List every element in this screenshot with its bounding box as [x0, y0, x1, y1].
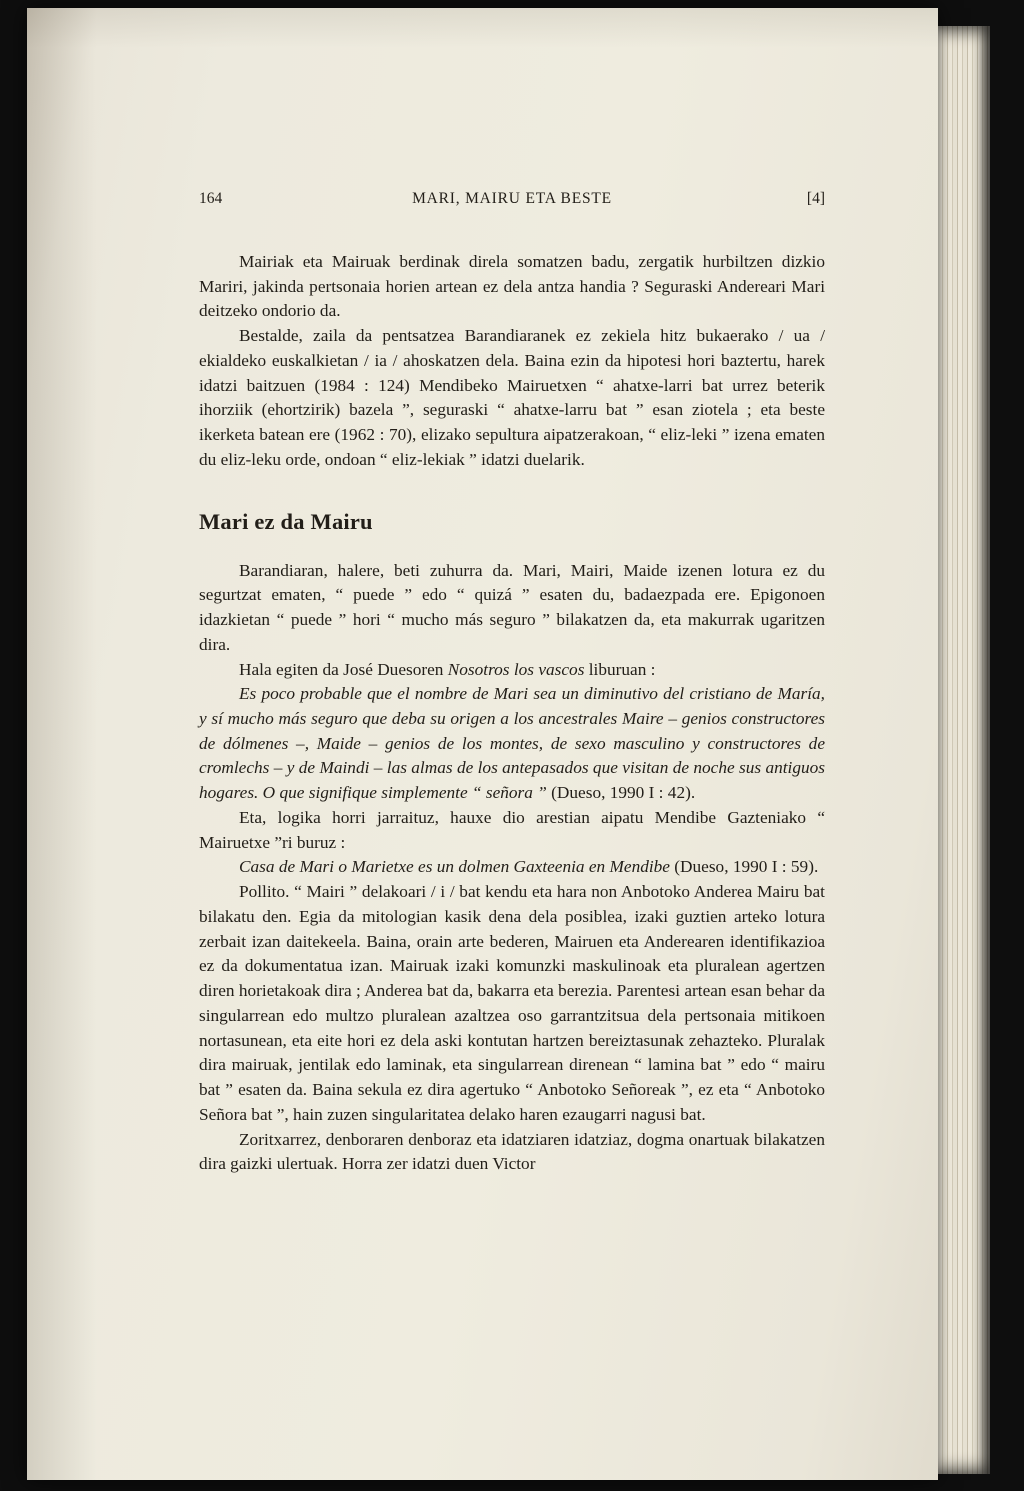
page-header: [199, 190, 825, 208]
paragraph-text: Eta, logika horri jarraituz, hauxe dio arestian aipatu Mendibe Gazteniako “ Mairuetxe ”ri buruz :: [199, 807, 825, 852]
paragraph-text: Zoritxarrez, denboraren denboraz eta idatziaren idatziaz, dogma onartuak bilakatzen dira gaizki ulertuak. Horra zer idatzi duen Victor: [199, 1129, 825, 1174]
paragraph: [199, 559, 825, 658]
page-edge-stack: [938, 26, 990, 1474]
section-heading: Mari ez da Mairu: [199, 508, 373, 534]
quotation-text: Es poco probable que el nombre de Mari sea un diminutivo del cristiano de María, y sí mucho más seguro que deba su origen a los ancestrales Maire – genios constructores de dólmenes –, Maide – genios de los montes, de sexo masculino y constructores de cromlechs – y de Maindi – las almas de los antepasados que visitan de noche sus antiguos hogares. O que signifique simplemente “ señora ”: [199, 684, 825, 803]
reference-mark: [4]: [806, 190, 825, 207]
text-block: [199, 190, 825, 1177]
book-page: [27, 8, 938, 1480]
citation-text: (Dueso, 1990 I : 59).: [674, 857, 819, 877]
book-title-text: Nosotros los vascos: [447, 659, 585, 679]
page-number: 164: [199, 190, 223, 207]
paragraph-text: Mairiak eta Mairuak berdinak direla somatzen badu, zergatik hurbiltzen dizkio Mariri, jakinda pertsonaia horien artean ez dela antza handia ? Seguraski Andereari Mari deitzeko ondorio da.: [199, 252, 825, 321]
paragraph-text: Barandiaran, halere, beti zuhurra da. Mari, Mairi, Maide izenen lotura ez du segurtzat ematen, “ puede ” edo “ quizá ” esaten du, badaezpada ere. Epigonoen idazkietan “ puede ” hori “ mucho más seguro ” bilakatzen da, eta makurrak ugaritzen dira.: [199, 560, 825, 654]
paragraph-text: Pollito. “ Mairi ” delakoari / i / bat kendu eta hara non Anbotoko Anderea Mairu bat bilakatu den. Egia da mitologian kasik dena dela posiblea, izaki guztien arteko lotura zerbait izan daitekeela. Baina, orain arte bederen, Mairuen eta Anderearen identifikazioa ez da dokumentatua izan. Mairuak izaki komunzki maskulinoak eta pluralean agertzen diren horietakoak dira ; Anderea bat da, bakarra eta berezia. Parentesi artean esan behar da singularrean edo multzo pluralean azaltzea oso garrantzitsua dela pertsonaia mitikoen nortasunean, eta eite hori ez dela aski kontutan hartzen bereiztasunak zehazteko. Pluralak dira mairuak, jentilak edo laminak, eta singularrean direnean “ lamina bat ” edo “ mairu bat ” esaten da. Baina sekula ez dira agertuko “ Anbotoko Señoreak ”, ez eta “ Anbotoko Señora bat ”, hain zuzen singularitatea delako haren ezaugarri nagusi bat.: [199, 882, 825, 1124]
quotation-text: Casa de Mari o Marietxe es un dolmen Gaxteenia en Mendibe: [239, 857, 675, 877]
paragraph: [199, 658, 825, 683]
quotation-paragraph: [199, 682, 825, 806]
paragraph-text: Bestalde, zaila da pentsatzea Barandiaranek ez zekiela hitz bukaerako / ua / ekialdeko euskalkietan / ia / ahoskatzen dela. Baina ezin da hipotesi hori baztertu, harek idatzi baitzuen (1984 : 124) Mendibeko Mairuetxen “ ahatxe-larri bat urrez beterik ihorziik (ehortzirik) bazela ”, seguraski “ ahatxe-larru bat ” esan ziotela ; eta beste ikerketa batean ere (1962 : 70), elizako sepultura aipatzerakoan, “ eliz-leki ” izena ematen du eliz-leku orde, ondoan “ eliz-lekiak ” idatzi duelarik.: [199, 326, 825, 469]
paragraph-text: liburuan :: [584, 659, 656, 679]
paragraph: [199, 324, 825, 472]
running-title: MARI, MAIRU ETA BESTE: [412, 190, 612, 207]
paragraph: [199, 880, 825, 1127]
paragraph: [199, 250, 825, 324]
paragraph-text: Hala egiten da José Duesoren: [239, 659, 448, 679]
paragraph: [199, 1128, 825, 1177]
citation-text: (Dueso, 1990 I : 42).: [551, 783, 696, 803]
quotation-paragraph: [199, 855, 825, 880]
paragraph: [199, 806, 825, 855]
